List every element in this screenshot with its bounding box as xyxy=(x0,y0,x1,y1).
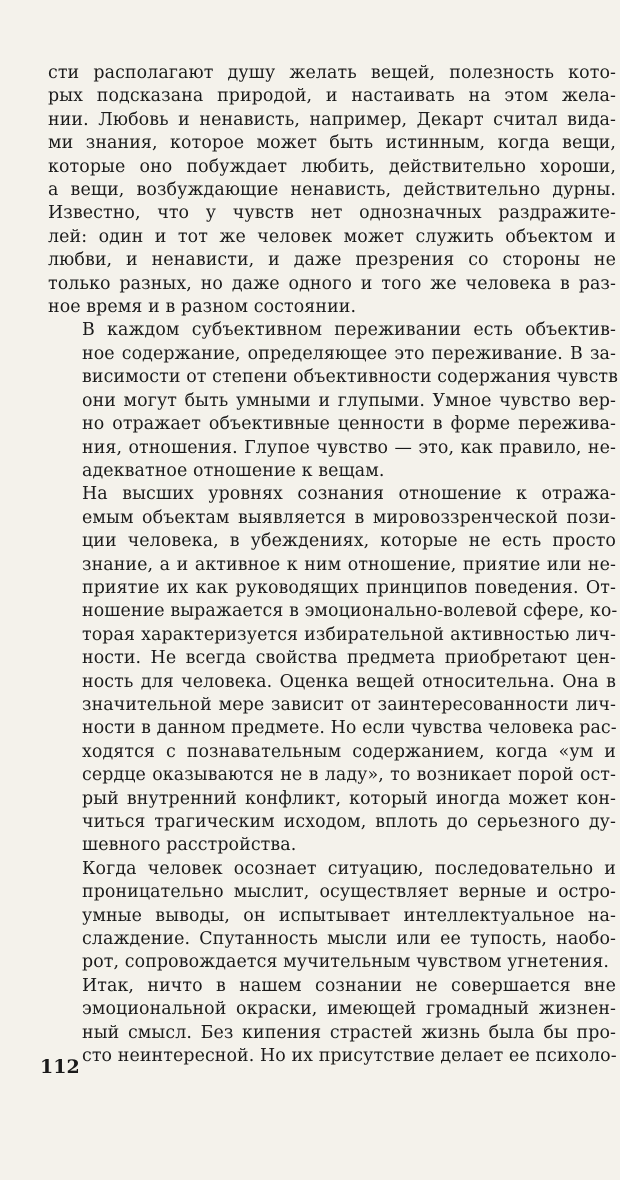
text-line: В каждом субъективном переживании есть объектив- xyxy=(82,320,616,341)
text-line: рых подсказана природой, и настаивать на этом жела- xyxy=(48,86,616,107)
text-line: любви, и ненависти, и даже презрения со стороны не xyxy=(48,250,616,271)
text-line: торая характеризуется избирательной активностью лич- xyxy=(82,624,616,645)
text-line: ми знания, которое может быть истинным, когда вещи, xyxy=(48,133,616,154)
text-line: емым объектам выявляется в мировоззренческой пози- xyxy=(82,507,616,528)
text-line: сто неинтересной. Но их присутствие делает ее психоло- xyxy=(82,1046,617,1067)
text-line: Когда человек осознает ситуацию, последовательно и xyxy=(82,858,616,879)
text-line: но отражает объективные ценности в форме пережива- xyxy=(82,414,616,435)
text-line: ное содержание, определяющее это переживание. В за- xyxy=(82,343,616,364)
paragraph xyxy=(48,975,616,1069)
text-line: проницательно мыслит, осуществляет верные и остро- xyxy=(82,882,616,903)
text-line: сердце оказываются не в ладу», то возникает порой ост- xyxy=(82,765,616,786)
text-line: приятие их как руководящих принципов поведения. От- xyxy=(82,577,616,598)
text-line: лей: один и тот же человек может служить объектом и xyxy=(48,226,616,247)
text-line: Известно, что у чувств нет однозначных раздражите- xyxy=(48,203,616,224)
text-line: висимости от степени объективности содержания чувств xyxy=(82,367,619,388)
text-line: рот, сопровождается мучительным чувством угнетения. xyxy=(82,952,610,973)
text-line: сти располагают душу желать вещей, полезность кото- xyxy=(48,63,616,83)
paragraph xyxy=(48,319,619,483)
text-line: они могут быть умными и глупыми. Умное чувство вер- xyxy=(82,390,616,411)
text-line: ния, отношения. Глупое чувство — это, как правило, не- xyxy=(82,437,616,458)
text-line: адекватное отношение к вещам. xyxy=(82,460,385,481)
text-line: читься трагическим исходом, вплоть до серьезного ду- xyxy=(82,812,616,832)
text-line: слаждение. Спутанность мысли или ее тупость, наобо- xyxy=(82,929,616,950)
text-line: ходятся с познавательным содержанием, когда «ум и xyxy=(82,741,616,762)
text-line: шевного расстройства. xyxy=(82,835,297,856)
text-line: значительной мере зависит от заинтересованности лич- xyxy=(82,694,616,715)
text-line: ции человека, в убеждениях, которые не есть просто xyxy=(82,531,616,552)
text-line: ношение выражается в эмоционально-волевой сфере, ко- xyxy=(82,601,618,622)
text-line: которые оно побуждает любить, действительно хороши, xyxy=(48,156,616,177)
text-line: Итак, ничто в нашем сознании не совершается вне xyxy=(82,975,616,996)
paragraph xyxy=(48,483,616,858)
text-line: ное время и в разном состоянии. xyxy=(48,297,357,318)
text-line: эмоциональной окраски, имеющей громадный жизнен- xyxy=(82,999,616,1020)
text-line: а вещи, возбуждающие ненависть, действительно дурны. xyxy=(48,180,616,201)
text-line: ный смысл. Без кипения страстей жизнь была бы про- xyxy=(82,1022,616,1043)
text-line: ность для человека. Оценка вещей относительна. Она в xyxy=(82,671,616,692)
text-line: знание, а и активное к ним отношение, приятие или не- xyxy=(82,554,616,575)
text-line: только разных, но даже одного и того же человека в раз- xyxy=(48,273,616,294)
text-line: умные выводы, он испытывает интеллектуальное на- xyxy=(82,905,616,926)
text-line: ности. Не всегда свойства предмета приобретают цен- xyxy=(82,648,616,669)
text-line: ности в данном предмете. Но если чувства человека рас- xyxy=(82,718,617,739)
text-line: нии. Любовь и ненависть, например, Декарт считал вида- xyxy=(48,109,616,130)
text-line: На высших уровнях сознания отношение к отража- xyxy=(82,484,616,505)
paragraph xyxy=(48,62,616,319)
paragraph xyxy=(48,858,616,975)
body-text xyxy=(48,62,619,1068)
text-line: рый внутренний конфликт, который иногда может кон- xyxy=(82,788,616,809)
page-number: 112 xyxy=(40,1056,80,1078)
